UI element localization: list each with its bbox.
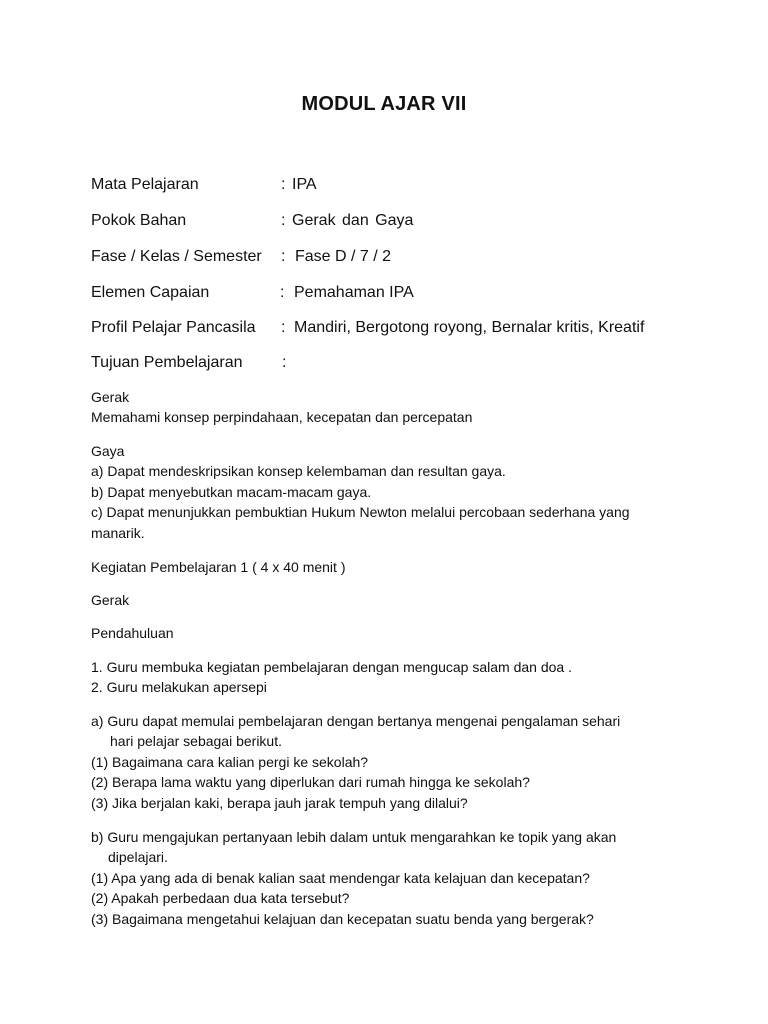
pendahuluan-heading: Pendahuluan	[91, 625, 174, 641]
gaya-objective-c-cont: manarik.	[91, 525, 145, 541]
document-title: MODUL AJAR VII	[301, 93, 467, 115]
section-a-question-2: (2) Berapa lama waktu yang diperlukan dari rumah hingga ke sekolah?	[91, 774, 530, 790]
meta-value: Fase D / 7 / 2	[295, 248, 392, 265]
kegiatan-heading: Kegiatan Pembelajaran 1 ( 4 x 40 menit )	[91, 559, 346, 575]
section-b-intro-cont: dipelajari.	[108, 849, 168, 865]
section-b-question-1: (1) Apa yang ada di benak kalian saat mendengar kata kelajuan dan kecepatan?	[91, 870, 590, 886]
gaya-objective-c: c) Dapat menunjukkan pembuktian Hukum Newton melalui percobaan sederhana yang	[91, 504, 630, 520]
meta-colon: :	[281, 212, 286, 229]
meta-colon: :	[282, 354, 287, 371]
meta-value: IPA	[292, 176, 317, 193]
meta-value: Mandiri, Bergotong royong, Bernalar kritis, Kreatif	[294, 319, 645, 336]
meta-colon: :	[281, 176, 286, 193]
meta-label: Pokok Bahan	[91, 212, 187, 229]
gerak-subheading: Gerak	[91, 592, 130, 608]
section-a-question-3: (3) Jika berjalan kaki, berapa jauh jarak tempuh yang dilalui?	[91, 795, 468, 811]
meta-label: Tujuan Pembelajaran	[91, 354, 243, 371]
gaya-heading: Gaya	[91, 443, 125, 459]
meta-colon: :	[280, 284, 285, 301]
meta-value: Gerak dan Gaya	[292, 212, 414, 229]
step-2: 2. Guru melakukan apersepi	[91, 679, 267, 695]
meta-value: Pemahaman IPA	[294, 284, 414, 301]
gerak-heading: Gerak	[91, 389, 130, 405]
section-a-intro-cont: hari pelajar sebagai berikut.	[110, 733, 282, 749]
meta-label: Elemen Capaian	[91, 284, 210, 301]
section-b-question-3: (3) Bagaimana mengetahui kelajuan dan kecepatan suatu benda yang bergerak?	[91, 911, 594, 927]
meta-colon: :	[281, 248, 286, 265]
meta-colon: :	[281, 319, 286, 336]
section-a-intro: a) Guru dapat memulai pembelajaran dengan bertanya mengenai pengalaman sehari	[91, 713, 621, 729]
section-b-intro: b) Guru mengajukan pertanyaan lebih dalam untuk mengarahkan ke topik yang akan	[91, 829, 617, 845]
gerak-objective: Memahami konsep perpindahaan, kecepatan dan percepatan	[91, 409, 473, 425]
meta-label: Mata Pelajaran	[91, 176, 199, 193]
meta-label: Profil Pelajar Pancasila	[91, 319, 256, 336]
meta-label: Fase / Kelas / Semester	[91, 248, 262, 265]
step-1: 1. Guru membuka kegiatan pembelajaran dengan mengucap salam dan doa .	[91, 659, 572, 675]
section-b-question-2: (2) Apakah perbedaan dua kata tersebut?	[91, 890, 350, 906]
gaya-objective-a: a) Dapat mendeskripsikan konsep kelembaman dan resultan gaya.	[91, 463, 506, 479]
section-a-question-1: (1) Bagaimana cara kalian pergi ke sekolah?	[91, 754, 369, 770]
gaya-objective-b: b) Dapat menyebutkan macam-macam gaya.	[91, 484, 372, 500]
